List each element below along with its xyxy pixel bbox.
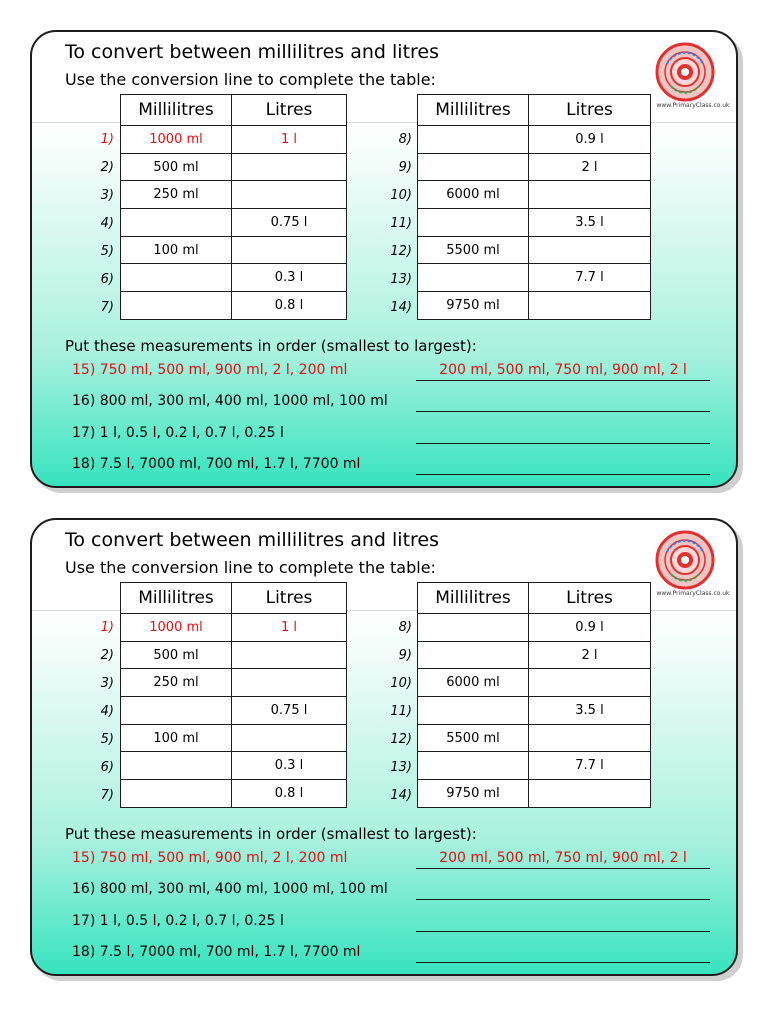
millilitres-cell[interactable] <box>418 126 529 154</box>
millilitres-cell[interactable] <box>418 641 529 669</box>
primary-class-logo-icon <box>655 42 715 102</box>
order-question: 17) 1 l, 0.5 l, 0.2 l, 0.7 l, 0.25 l <box>72 425 284 441</box>
litres-cell[interactable] <box>232 236 347 264</box>
litres-cell[interactable] <box>529 780 651 808</box>
table-row <box>121 752 347 780</box>
order-heading: Put these measurements in order (smallest to largest): <box>65 337 477 355</box>
litres-cell[interactable]: 0.3 l <box>232 752 347 780</box>
worksheet-instruction: Use the conversion line to complete the table: <box>65 70 436 89</box>
table-row <box>121 614 347 642</box>
row-number: 10) <box>390 676 412 691</box>
table-row <box>418 292 651 320</box>
litres-cell[interactable] <box>232 153 347 181</box>
millilitres-cell[interactable]: 100 ml <box>121 724 232 752</box>
table-row <box>121 236 347 264</box>
table-row <box>121 780 347 808</box>
row-number: 9) <box>398 648 412 663</box>
litres-cell[interactable] <box>529 724 651 752</box>
header-litres: Litres <box>232 95 347 126</box>
order-question: 18) 7.5 l, 7000 ml, 700 ml, 1.7 l, 7700 ml <box>72 456 361 472</box>
litres-cell[interactable] <box>232 669 347 697</box>
table-row <box>418 641 651 669</box>
litres-cell[interactable]: 1 l <box>232 126 347 154</box>
row-number: 12) <box>390 244 412 259</box>
order-answer[interactable]: 200 ml, 500 ml, 750 ml, 900 ml, 2 l <box>439 362 687 378</box>
answer-line <box>416 411 710 412</box>
litres-cell[interactable] <box>529 181 651 209</box>
millilitres-cell[interactable] <box>418 209 529 237</box>
millilitres-cell[interactable] <box>418 264 529 292</box>
table-row <box>121 641 347 669</box>
row-number: 14) <box>390 788 412 803</box>
table-row <box>121 153 347 181</box>
answer-line <box>416 443 710 444</box>
order-heading: Put these measurements in order (smallest to largest): <box>65 825 477 843</box>
row-number: 1) <box>100 620 114 635</box>
millilitres-cell[interactable] <box>121 752 232 780</box>
litres-cell[interactable]: 0.75 l <box>232 209 347 237</box>
row-number: 9) <box>398 160 412 175</box>
table-row <box>121 209 347 237</box>
millilitres-cell[interactable]: 500 ml <box>121 153 232 181</box>
answer-line <box>416 899 710 900</box>
litres-cell[interactable]: 0.8 l <box>232 292 347 320</box>
litres-cell[interactable]: 7.7 l <box>529 264 651 292</box>
conversion-table-right <box>417 94 651 320</box>
order-question: 18) 7.5 l, 7000 ml, 700 ml, 1.7 l, 7700 ml <box>72 944 361 960</box>
litres-cell[interactable]: 0.3 l <box>232 264 347 292</box>
row-number: 6) <box>100 760 114 775</box>
millilitres-cell[interactable] <box>418 697 529 725</box>
millilitres-cell[interactable] <box>121 264 232 292</box>
header-millilitres: Millilitres <box>121 583 232 614</box>
row-number: 8) <box>398 620 412 635</box>
table-row <box>121 724 347 752</box>
litres-cell[interactable]: 1 l <box>232 614 347 642</box>
millilitres-cell[interactable]: 5500 ml <box>418 236 529 264</box>
order-question: 15) 750 ml, 500 ml, 900 ml, 2 l, 200 ml <box>72 362 348 378</box>
millilitres-cell[interactable]: 500 ml <box>121 641 232 669</box>
litres-cell[interactable] <box>232 181 347 209</box>
header-millilitres: Millilitres <box>418 95 529 126</box>
row-number: 3) <box>100 188 114 203</box>
order-question: 15) 750 ml, 500 ml, 900 ml, 2 l, 200 ml <box>72 850 348 866</box>
header-millilitres: Millilitres <box>418 583 529 614</box>
row-number: 2) <box>100 648 114 663</box>
conversion-table-left <box>120 94 347 320</box>
row-number: 7) <box>100 300 114 315</box>
row-number: 11) <box>390 704 412 719</box>
millilitres-cell[interactable] <box>121 780 232 808</box>
litres-cell[interactable]: 2 l <box>529 641 651 669</box>
row-number: 2) <box>100 160 114 175</box>
table-row <box>418 669 651 697</box>
logo-url: www.PrimaryClass.co.uk <box>656 102 730 109</box>
table-row <box>418 209 651 237</box>
table-row <box>121 181 347 209</box>
order-question: 16) 800 ml, 300 ml, 400 ml, 1000 ml, 100 ml <box>72 393 388 409</box>
table-row <box>121 669 347 697</box>
order-question: 16) 800 ml, 300 ml, 400 ml, 1000 ml, 100 ml <box>72 881 388 897</box>
row-number: 5) <box>100 244 114 259</box>
header-millilitres: Millilitres <box>121 95 232 126</box>
litres-cell[interactable]: 0.75 l <box>232 697 347 725</box>
table-row <box>418 697 651 725</box>
row-number: 4) <box>100 704 114 719</box>
litres-cell[interactable]: 3.5 l <box>529 697 651 725</box>
millilitres-cell[interactable] <box>121 209 232 237</box>
litres-cell[interactable]: 2 l <box>529 153 651 181</box>
litres-cell[interactable]: 0.9 l <box>529 126 651 154</box>
litres-cell[interactable]: 3.5 l <box>529 209 651 237</box>
row-number: 3) <box>100 676 114 691</box>
worksheet-instruction: Use the conversion line to complete the table: <box>65 558 436 577</box>
litres-cell[interactable]: 0.9 l <box>529 614 651 642</box>
millilitres-cell[interactable]: 9750 ml <box>418 780 529 808</box>
litres-cell[interactable] <box>529 292 651 320</box>
table-row <box>418 153 651 181</box>
millilitres-cell[interactable] <box>418 752 529 780</box>
millilitres-cell[interactable]: 6000 ml <box>418 669 529 697</box>
answer-line <box>416 962 710 963</box>
table-row <box>121 126 347 154</box>
row-number: 5) <box>100 732 114 747</box>
primary-class-logo-icon <box>655 530 715 590</box>
row-number: 6) <box>100 272 114 287</box>
litres-cell[interactable]: 7.7 l <box>529 752 651 780</box>
millilitres-cell[interactable]: 1000 ml <box>121 614 232 642</box>
table-row <box>121 292 347 320</box>
millilitres-cell[interactable]: 100 ml <box>121 236 232 264</box>
row-number: 12) <box>390 732 412 747</box>
table-row <box>418 752 651 780</box>
millilitres-cell[interactable] <box>418 153 529 181</box>
row-number: 13) <box>390 272 412 287</box>
answer-line <box>416 868 710 869</box>
table-row <box>418 264 651 292</box>
millilitres-cell[interactable]: 9750 ml <box>418 292 529 320</box>
millilitres-cell[interactable] <box>121 697 232 725</box>
row-number: 10) <box>390 188 412 203</box>
table-row <box>418 724 651 752</box>
worksheet-title: To convert between millilitres and litres <box>65 41 440 63</box>
row-number: 8) <box>398 132 412 147</box>
millilitres-cell[interactable]: 250 ml <box>121 181 232 209</box>
answer-line <box>416 474 710 475</box>
answer-line <box>416 931 710 932</box>
row-number: 7) <box>100 788 114 803</box>
litres-cell[interactable]: 0.8 l <box>232 780 347 808</box>
table-row <box>418 181 651 209</box>
table-row <box>121 697 347 725</box>
millilitres-cell[interactable] <box>418 614 529 642</box>
worksheet-card <box>30 518 738 976</box>
worksheet-title: To convert between millilitres and litres <box>65 529 440 551</box>
millilitres-cell[interactable]: 6000 ml <box>418 181 529 209</box>
order-answer[interactable]: 200 ml, 500 ml, 750 ml, 900 ml, 2 l <box>439 850 687 866</box>
logo-url: www.PrimaryClass.co.uk <box>656 590 730 597</box>
table-row <box>418 614 651 642</box>
litres-cell[interactable] <box>232 724 347 752</box>
table-row <box>418 780 651 808</box>
litres-cell[interactable] <box>529 669 651 697</box>
row-number: 1) <box>100 132 114 147</box>
answer-line <box>416 380 710 381</box>
millilitres-cell[interactable]: 5500 ml <box>418 724 529 752</box>
header-litres: Litres <box>529 95 651 126</box>
table-row <box>418 126 651 154</box>
header-litres: Litres <box>529 583 651 614</box>
millilitres-cell[interactable]: 250 ml <box>121 669 232 697</box>
litres-cell[interactable] <box>232 641 347 669</box>
table-row <box>121 264 347 292</box>
millilitres-cell[interactable]: 1000 ml <box>121 126 232 154</box>
litres-cell[interactable] <box>529 236 651 264</box>
order-question: 17) 1 l, 0.5 l, 0.2 l, 0.7 l, 0.25 l <box>72 913 284 929</box>
conversion-table-left <box>120 582 347 808</box>
row-number: 11) <box>390 216 412 231</box>
row-number: 4) <box>100 216 114 231</box>
conversion-table-right <box>417 582 651 808</box>
row-number: 14) <box>390 300 412 315</box>
table-row <box>418 236 651 264</box>
row-number: 13) <box>390 760 412 775</box>
worksheet-card <box>30 30 738 488</box>
millilitres-cell[interactable] <box>121 292 232 320</box>
header-litres: Litres <box>232 583 347 614</box>
